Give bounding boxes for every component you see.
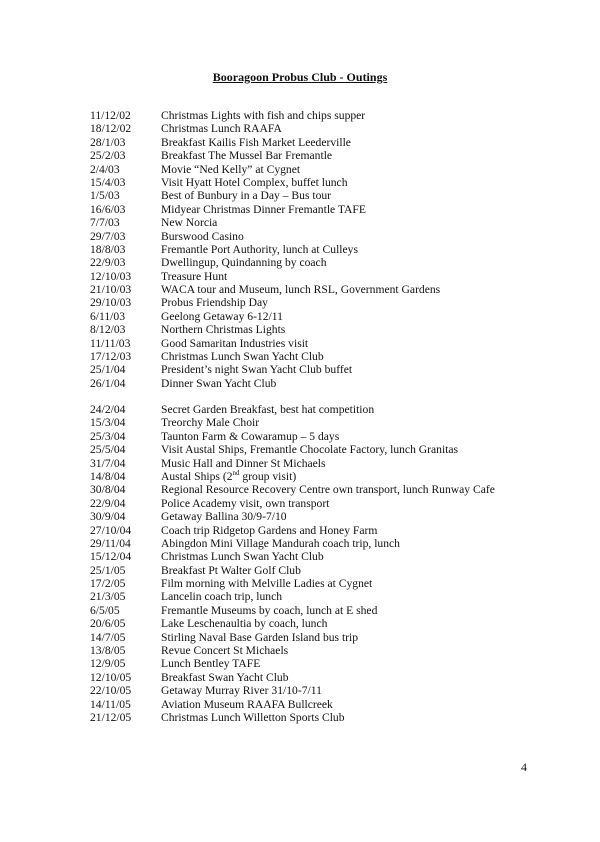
outing-row xyxy=(0,403,600,416)
outing-date: 31/7/04 xyxy=(90,456,126,470)
outing-row xyxy=(0,149,600,162)
outing-row xyxy=(0,617,600,630)
outing-description: Revue Concert St Michaels xyxy=(161,644,289,658)
outing-row xyxy=(0,470,600,483)
outing-date: 6/11/03 xyxy=(90,309,125,323)
outing-date: 21/12/05 xyxy=(90,710,132,724)
outing-description: New Norcia xyxy=(161,216,218,230)
outing-description: Good Samaritan Industries visit xyxy=(161,336,309,350)
outing-row xyxy=(0,604,600,617)
outing-date: 30/9/04 xyxy=(90,510,126,524)
outing-description: Northern Christmas Lights xyxy=(161,323,286,337)
outing-description: Getaway Ballina 30/9-7/10 xyxy=(161,510,287,524)
outing-date: 1/5/03 xyxy=(90,189,120,203)
outing-row xyxy=(0,430,600,443)
outing-date: 29/10/03 xyxy=(90,296,132,310)
outing-row xyxy=(0,684,600,697)
outing-row xyxy=(0,363,600,376)
outing-description: Christmas Lunch Willetton Sports Club xyxy=(161,710,345,724)
outing-date: 13/8/05 xyxy=(90,644,126,658)
outing-row xyxy=(0,270,600,283)
outing-row xyxy=(0,564,600,577)
outing-description: Treasure Hunt xyxy=(161,269,228,283)
outing-date: 25/1/04 xyxy=(90,363,126,377)
page-number: 4 xyxy=(521,760,527,774)
outing-description: Coach trip Ridgetop Gardens and Honey Farm xyxy=(161,523,378,537)
outing-date: 29/7/03 xyxy=(90,229,126,243)
outing-description: Breakfast The Mussel Bar Fremantle xyxy=(161,149,333,163)
outing-date: 27/10/04 xyxy=(90,523,132,537)
outing-date: 22/10/05 xyxy=(90,684,132,698)
outing-date: 7/7/03 xyxy=(90,216,120,230)
outing-description: Christmas Lunch Swan Yacht Club xyxy=(161,550,324,564)
outing-date: 2/4/03 xyxy=(90,162,120,176)
outing-date: 15/12/04 xyxy=(90,550,132,564)
outing-description: Dinner Swan Yacht Club xyxy=(161,376,277,390)
outing-description xyxy=(161,470,296,483)
outing-row xyxy=(0,216,600,229)
outing-description: Police Academy visit, own transport xyxy=(161,496,330,510)
outing-date: 11/11/03 xyxy=(90,336,131,350)
outing-date: 14/8/04 xyxy=(90,469,126,483)
outing-description: Lunch Bentley TAFE xyxy=(161,657,261,671)
outing-row xyxy=(0,256,600,269)
outing-date: 21/3/05 xyxy=(90,590,126,604)
outing-description: Christmas Lunch RAAFA xyxy=(161,122,282,136)
ordinal-superscript: nd xyxy=(232,469,240,478)
outing-description: Visit Austal Ships, Fremantle Chocolate Factory, lunch Granitas xyxy=(161,443,459,457)
outing-date: 14/7/05 xyxy=(90,630,126,644)
outing-row xyxy=(0,296,600,309)
outing-description: Secret Garden Breakfast, best hat competition xyxy=(161,403,375,416)
outing-date: 14/11/05 xyxy=(90,697,131,711)
outing-row xyxy=(0,590,600,603)
outing-description: Fremantle Museums by coach, lunch at E shed xyxy=(161,603,378,617)
outing-row xyxy=(0,631,600,644)
outing-description: Regional Resource Recovery Centre own transport, lunch Runway Cafe xyxy=(161,483,495,497)
outing-description: Dwellingup, Quindanning by coach xyxy=(161,256,327,270)
outing-row xyxy=(0,230,600,243)
outing-row xyxy=(0,350,600,363)
outing-date: 21/10/03 xyxy=(90,283,132,297)
outing-description: Breakfast Pt Walter Golf Club xyxy=(161,563,301,577)
outing-date: 15/3/04 xyxy=(90,416,126,430)
outing-date: 12/10/03 xyxy=(90,269,132,283)
outing-description: Treorchy Male Choir xyxy=(161,416,260,430)
outing-row xyxy=(0,189,600,202)
outing-date: 17/2/05 xyxy=(90,577,126,591)
outing-row xyxy=(0,711,600,724)
outing-row xyxy=(0,510,600,523)
outing-row xyxy=(0,310,600,323)
outing-date: 17/12/03 xyxy=(90,350,132,364)
outing-date: 25/3/04 xyxy=(90,429,126,443)
outing-row xyxy=(0,550,600,563)
outing-description: Film morning with Melville Ladies at Cygnet xyxy=(161,577,373,591)
outing-description: Taunton Farm & Cowaramup – 5 days xyxy=(161,429,340,443)
outing-date: 22/9/04 xyxy=(90,496,126,510)
outing-description: Lancelin coach trip, lunch xyxy=(161,590,283,604)
outing-description: Getaway Murray River 31/10-7/11 xyxy=(161,684,322,698)
outing-date: 20/6/05 xyxy=(90,617,126,631)
outing-date: 24/2/04 xyxy=(90,403,126,416)
outing-description: Christmas Lunch Swan Yacht Club xyxy=(161,350,324,364)
outing-date: 26/1/04 xyxy=(90,376,126,390)
outing-row xyxy=(0,163,600,176)
outing-description: Music Hall and Dinner St Michaels xyxy=(161,456,326,470)
outing-row xyxy=(0,176,600,189)
outing-description: Lake Leschenaultia by coach, lunch xyxy=(161,617,328,631)
outing-description: Breakfast Kailis Fish Market Leederville xyxy=(161,135,351,149)
outing-description: Best of Bunbury in a Day – Bus tour xyxy=(161,189,332,203)
outing-date: 30/8/04 xyxy=(90,483,126,497)
outing-row xyxy=(0,644,600,657)
outing-row xyxy=(0,497,600,510)
page-title: Booragoon Probus Club - Outings xyxy=(212,70,388,84)
outing-date: 8/12/03 xyxy=(90,323,126,337)
outing-date: 22/9/03 xyxy=(90,256,126,270)
outing-date: 15/4/03 xyxy=(90,175,126,189)
outing-row xyxy=(0,122,600,135)
outing-date: 18/12/02 xyxy=(90,122,132,136)
outing-description: Midyear Christmas Dinner Fremantle TAFE xyxy=(161,202,366,216)
outing-date: 28/1/03 xyxy=(90,135,126,149)
outing-row xyxy=(0,203,600,216)
outing-description: Stirling Naval Base Garden Island bus trip xyxy=(161,630,359,644)
outing-date: 25/2/03 xyxy=(90,149,126,163)
outing-description: Geelong Getaway 6-12/11 xyxy=(161,309,283,323)
outing-description: Christmas Lights with fish and chips supper xyxy=(161,109,366,122)
outing-date: 12/9/05 xyxy=(90,657,126,671)
outing-row xyxy=(0,337,600,350)
outing-date: 6/5/05 xyxy=(90,603,120,617)
outing-description: Burswood Casino xyxy=(161,229,244,243)
outing-description: Visit Hyatt Hotel Complex, buffet lunch xyxy=(161,175,348,189)
outing-row xyxy=(0,657,600,670)
outing-row xyxy=(0,283,600,296)
outings-list-2002-2004 xyxy=(0,109,600,390)
outing-description: Fremantle Port Authority, lunch at Culleys xyxy=(161,242,358,256)
outing-row xyxy=(0,136,600,149)
outing-date: 12/10/05 xyxy=(90,670,132,684)
outing-description: WACA tour and Museum, lunch RSL, Government Gardens xyxy=(161,283,441,297)
outing-description: President’s night Swan Yacht Club buffet xyxy=(161,363,353,377)
outing-row xyxy=(0,483,600,496)
outing-date: 18/8/03 xyxy=(90,242,126,256)
outing-date: 25/5/04 xyxy=(90,443,126,457)
outing-row xyxy=(0,457,600,470)
outing-description: Probus Friendship Day xyxy=(161,296,268,310)
outing-date: 11/12/02 xyxy=(90,109,131,122)
outing-description: Movie “Ned Kelly” at Cygnet xyxy=(161,162,301,176)
outings-list-2004-2005 xyxy=(0,403,600,724)
outing-description: Abingdon Mini Village Mandurah coach trip, lunch xyxy=(161,536,400,550)
outing-row xyxy=(0,577,600,590)
outing-row xyxy=(0,524,600,537)
outing-description: Aviation Museum RAAFA Bullcreek xyxy=(161,697,333,711)
outing-row xyxy=(0,377,600,390)
outing-date: 29/11/04 xyxy=(90,536,131,550)
outing-row xyxy=(0,416,600,429)
outing-row xyxy=(0,323,600,336)
outing-date: 25/1/05 xyxy=(90,563,126,577)
outing-description-part: Austal Ships (2 xyxy=(161,469,233,483)
outing-row xyxy=(0,671,600,684)
outing-date: 16/6/03 xyxy=(90,202,126,216)
outing-row xyxy=(0,537,600,550)
outing-row xyxy=(0,698,600,711)
outing-row xyxy=(0,443,600,456)
outing-row xyxy=(0,109,600,122)
outing-description-part: group visit) xyxy=(239,469,297,483)
outing-row xyxy=(0,243,600,256)
outing-description: Breakfast Swan Yacht Club xyxy=(161,670,289,684)
